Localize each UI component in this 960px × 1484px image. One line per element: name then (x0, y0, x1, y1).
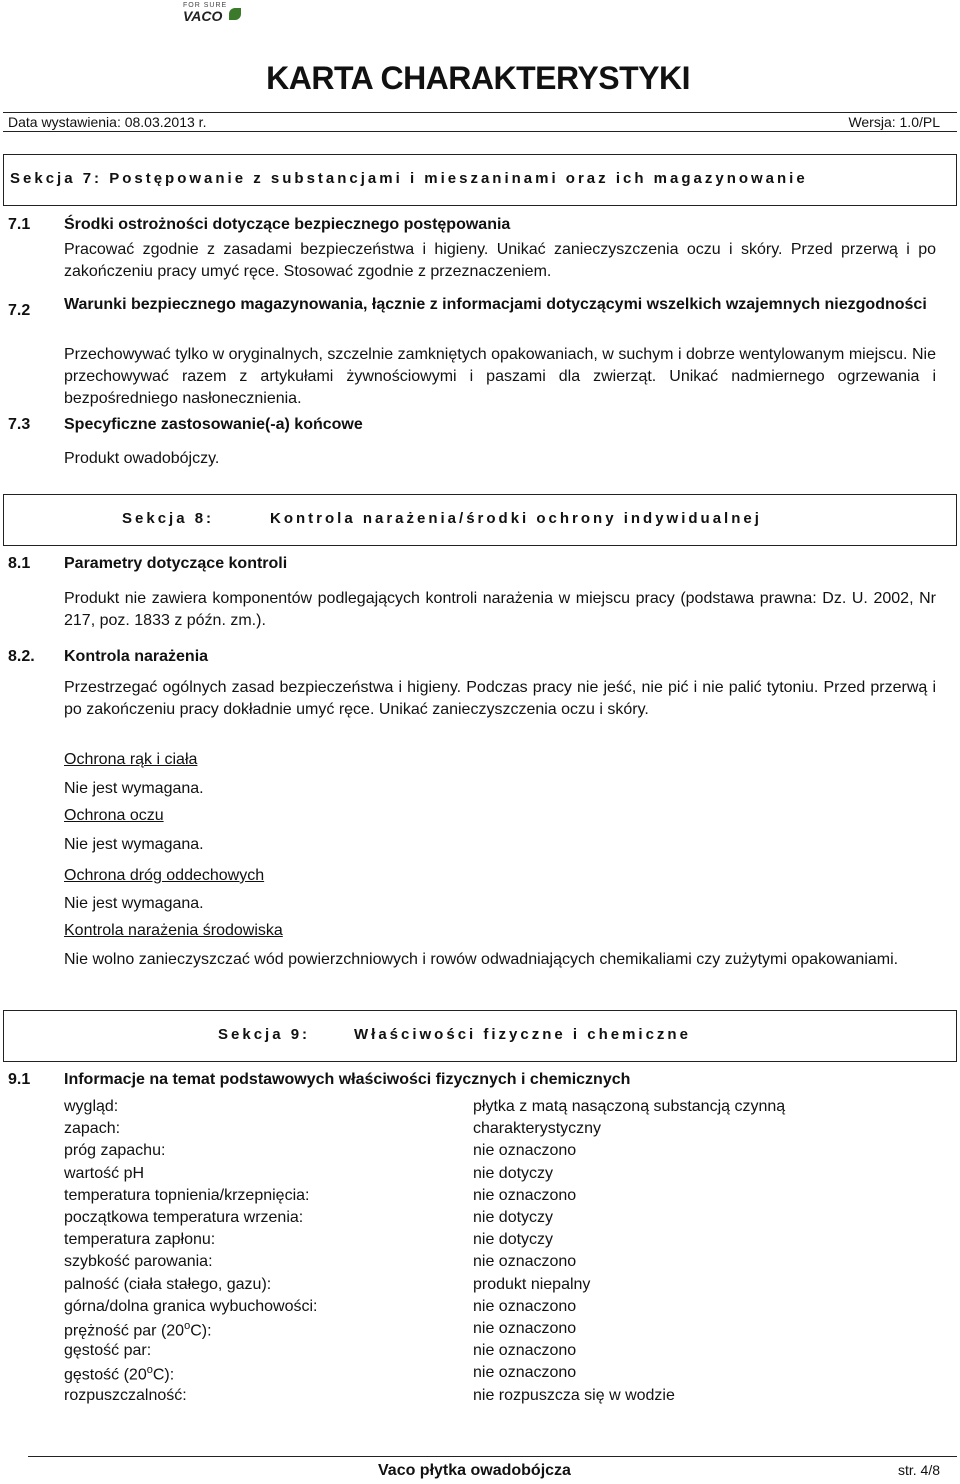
hand-protection-text: Nie jest wymagana. (64, 780, 204, 797)
property-name: rozpuszczalność: (64, 1386, 187, 1404)
property-value: produkt niepalny (473, 1275, 591, 1293)
version: Wersja: 1.0/PL (848, 114, 940, 130)
property-row (64, 1298, 944, 1320)
property-value: nie dotyczy (473, 1164, 554, 1182)
property-name: początkowa temperatura wrzenia: (64, 1209, 304, 1226)
property-name: temperatura topnienia/krzepnięcia: (64, 1186, 310, 1204)
subsection-heading: Parametry dotyczące kontroli (64, 555, 288, 572)
property-row (64, 1187, 944, 1209)
section-8-header (3, 494, 957, 546)
property-value: nie oznaczono (473, 1142, 577, 1160)
paragraph: Produkt owadobójczy. (64, 450, 220, 467)
hand-protection-heading: Ochrona rąk i ciała (64, 751, 198, 768)
paragraph: Przestrzegać ogólnych zasad bezpieczeństwa i higieny. Podczas pracy nie jeść, nie pić i nie palić tytoniu. Przed przerwą i po zakończeniu pracy dokładnie umyć ręce. Unikać zanieczyszczenia oczu i skóry. (64, 679, 936, 718)
property-name: próg zapachu: (64, 1142, 166, 1160)
property-row (64, 1342, 944, 1364)
subsection-heading: Warunki bezpiecznego magazynowania, łącznie z informacjami dotyczącymi wszelkich wzajemnych niezgodności (64, 296, 927, 313)
respiratory-protection-heading: Ochrona dróg oddechowych (64, 867, 265, 884)
section-8-title: Kontrola narażenia/środki ochrony indywidualnej (270, 510, 762, 527)
property-value: nie oznaczono (473, 1186, 577, 1204)
property-row (64, 1276, 944, 1298)
header-divider-bottom (3, 131, 957, 132)
property-value: nie oznaczono (473, 1320, 577, 1337)
property-value: nie oznaczono (473, 1253, 577, 1271)
header-divider (3, 112, 957, 113)
section-number: 9.1 (8, 1071, 31, 1088)
property-row (64, 1098, 944, 1120)
section-number: 8.1 (8, 555, 31, 572)
respiratory-protection-text: Nie jest wymagana. (64, 895, 204, 912)
property-value: płytka z matą nasączoną substancją czynną (473, 1098, 786, 1115)
property-name: zapach: (64, 1120, 121, 1138)
paragraph: Przechowywać tylko w oryginalnych, szczelnie zamkniętych opakowaniach, w suchym i dobrze wentylowanym miejscu. Nie przechowywać razem z artykułami żywnościowymi i paszami dla zwierząt. Unikać nadmiernego ogrzewania i bezpośredniego nasłonecznienia. (64, 346, 936, 407)
subsection-heading: Informacje na temat podstawowych właściwości fizycznych i chemicznych (64, 1071, 631, 1088)
eye-protection-heading: Ochrona oczu (64, 807, 164, 824)
property-row (64, 1231, 944, 1253)
leaf-icon (229, 8, 241, 20)
property-value: charakterystyczny (473, 1120, 602, 1138)
section-8-label: Sekcja 8: (122, 510, 215, 527)
property-name: wygląd: (64, 1098, 119, 1115)
vaco-logo (183, 2, 243, 26)
property-row (64, 1209, 944, 1231)
environment-control-text: Nie wolno zanieczyszczać wód powierzchniowych i rowów odwadniających chemikaliami czy zużytymi opakowaniami. (64, 951, 899, 968)
property-name: górna/dolna granica wybuchowości: (64, 1297, 318, 1315)
document-title: KARTA CHARAKTERYSTYKI (266, 60, 690, 96)
environment-control-heading: Kontrola narażenia środowiska (64, 922, 283, 939)
property-value: nie dotyczy (473, 1209, 554, 1226)
property-name: prężność par (20$^o$C): (64, 1320, 212, 1340)
property-name: palność (ciała stałego, gazu): (64, 1275, 272, 1293)
issue-date: Data wystawienia: 08.03.2013 r. (8, 114, 207, 130)
paragraph: Pracować zgodnie z zasadami bezpieczeństwa i higieny. Unikać zanieczyszczenia oczu i skóry. Przed przerwą i po zakończeniu pracy umyć ręce. Stosować zgodnie z przeznaczeniem. (64, 241, 936, 280)
logo-tagline: FOR SURE (183, 2, 228, 9)
footer-divider (28, 1456, 957, 1457)
subsection-heading: Kontrola narażenia (64, 648, 209, 665)
paragraph: Produkt nie zawiera komponentów podlegających kontroli narażenia w miejscu pracy (podstawa prawna: Dz. U. 2002, Nr 217, poz. 1833 z późn. zm.). (64, 590, 936, 629)
footer-product-name: Vaco płytka owadobójcza (378, 1462, 571, 1479)
subsection-heading: Środki ostrożności dotyczące bezpiecznego postępowania (64, 216, 511, 233)
section-number: 8.2. (8, 648, 35, 665)
property-row (64, 1142, 944, 1164)
property-row (64, 1320, 944, 1342)
section-number: 7.3 (8, 416, 31, 433)
section-9-label: Sekcja 9: (218, 1026, 311, 1043)
section-9-header (3, 1010, 957, 1062)
section-number: 7.1 (8, 216, 31, 233)
property-row (64, 1253, 944, 1275)
property-value: nie oznaczono (473, 1364, 577, 1382)
section-number: 7.2 (8, 302, 31, 319)
property-name: gęstość (20$^o$C): (64, 1364, 175, 1384)
section-7-title: Sekcja 7: Postępowanie z substancjami i mieszaninami oraz ich magazynowanie (10, 170, 808, 187)
eye-protection-text: Nie jest wymagana. (64, 836, 204, 853)
property-row (64, 1120, 944, 1142)
property-value: nie rozpuszcza się w wodzie (473, 1386, 675, 1404)
property-row (64, 1387, 944, 1409)
property-value: nie oznaczono (473, 1297, 577, 1315)
property-name: gęstość par: (64, 1342, 152, 1360)
footer-page-number: str. 4/8 (897, 1462, 940, 1478)
section-9-title: Właściwości fizyczne i chemiczne (354, 1026, 691, 1043)
property-value: nie oznaczono (473, 1342, 577, 1360)
property-name: temperatura zapłonu: (64, 1231, 216, 1249)
property-value: nie dotyczy (473, 1231, 554, 1249)
logo-brand: VACO (183, 8, 223, 24)
subsection-heading: Specyficzne zastosowanie(-a) końcowe (64, 416, 363, 433)
section-7-header (3, 154, 957, 206)
property-row (64, 1165, 944, 1187)
property-row (64, 1364, 944, 1386)
property-name: wartość pH (64, 1164, 145, 1182)
property-name: szybkość parowania: (64, 1253, 213, 1271)
